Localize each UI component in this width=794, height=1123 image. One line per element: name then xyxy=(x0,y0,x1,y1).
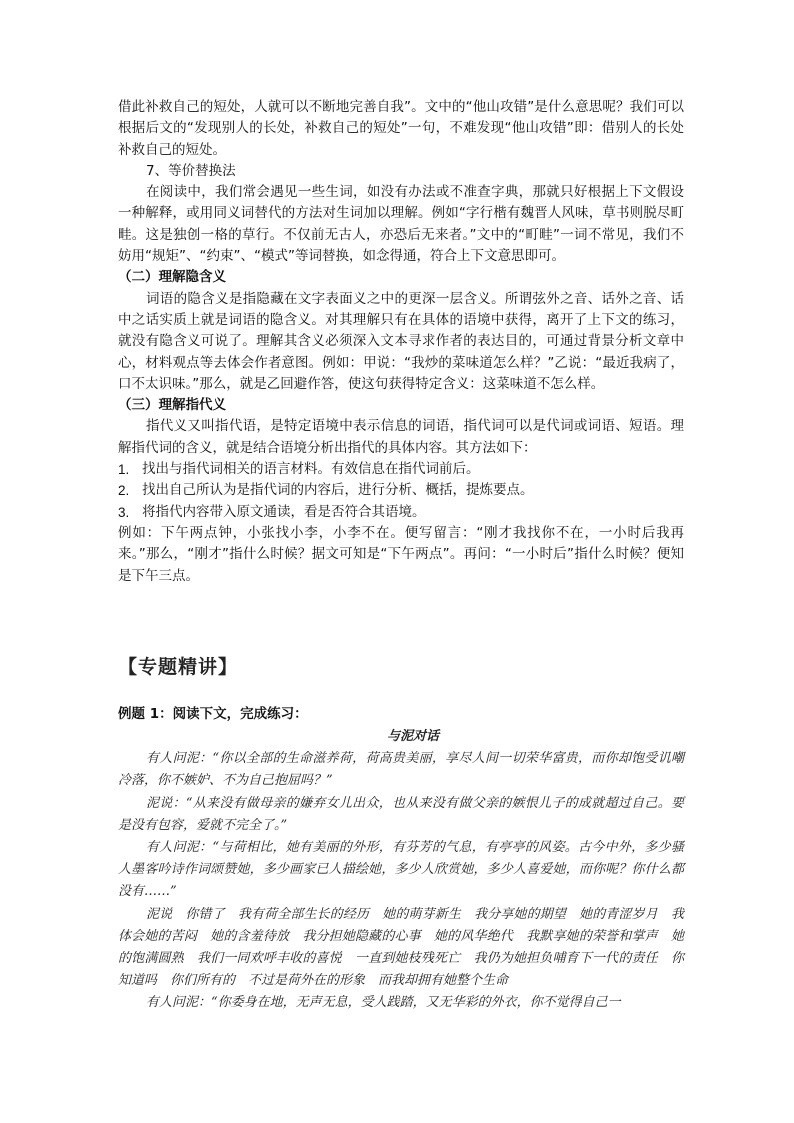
implied-meaning-paragraph: 词语的隐含义是指隐藏在文字表面义之中的更深一层含义。所谓弦外之音、话外之音、话中之话实质上就是词语的隐含义。对其理解只有在具体的语境中获得，离开了上下文的练习，就没有隐含义可说了。理解其含义必须深入文本寻求作者的表达目的，可通过背景分析文章中心，材料观点等去体会作者意图。例如：甲说：“我炒的菜味道怎么样？”乙说：“最近我病了，口不太识味。”那么，就是乙回避作答，使这句获得特定含义：这菜味道不怎么样。 xyxy=(118,290,684,392)
subheading-referential-meaning: （三）理解指代义 xyxy=(118,397,226,414)
list-text: 找出与指代词相关的语言材料。有效信息在指代词前后。 xyxy=(142,461,480,478)
example-title: 例题 1：阅读下文，完成练习： xyxy=(118,706,308,722)
passage-title: 与泥对话 xyxy=(386,729,439,744)
reading-passage xyxy=(118,726,684,1015)
passage-paragraph: 有人问泥：“与荷相比，她有美丽的外形，有芬芳的气息，有亭亭的风姿。古今中外，多少骚人墨客吟诗作词颂赞她，多少画家已人描绘她，多少人欣赏她，多少人喜爱她，而你呢？你什么都没有……” xyxy=(118,840,684,900)
section-title: 【专题精讲】 xyxy=(118,656,239,678)
passage-paragraph: 有人问泥：“你以全部的生命滋养荷，荷高贵美丽，享尽人间一切荣华富贵，而你却饱受讥嘲冷落，你不嫉妒、不为自己抱屈吗？” xyxy=(118,751,684,789)
list-number: 2. xyxy=(118,483,130,499)
passage-paragraph: 泥说 你错了 我有荷全部生长的经历 她的萌芽新生 我分享她的期望 她的青涩岁月 我体会她的苦闷 她的含羞待放 我分担她隐藏的心事 她的风华绝代 我默享她的荣誉和掌声 她的饱满圆熟 我们一同欢呼丰收的喜悦 一直到她枝残死亡 我仍为她担负哺育下一代的责任 你知道吗 你们所有的 不过是荷外在的形象 而我却拥有她整个生命 xyxy=(118,906,684,989)
passage-paragraph: 泥说：“从来没有做母亲的嫌弃女儿出众，也从来没有做父亲的嫉恨儿子的成就超过自己。要是没有包容，爱就不完全了。” xyxy=(118,795,684,833)
subheading-implied-meaning: （二）理解隐含义 xyxy=(118,269,226,286)
list-text: 将指代内容带入原文通读，看是否符合其语境。 xyxy=(142,503,426,520)
method-7-heading: 7、等价替换法 xyxy=(146,162,236,179)
steps-list xyxy=(118,459,684,523)
method-7-paragraph: 在阅读中，我们常会遇见一些生词，如没有办法或不准查字典，那就只好根据上下文假设一种解释，或用同义词替代的方法对生词加以理解。例如“字行楷有魏晋人风味，草书则脱尽町畦。这是独创一格的草行。不仅前无古人，亦恐后无来者。”文中的“町畦”一词不常见，我们不妨用“规矩”、“约束”、“模式”等词替换，如念得通，符合上下文意思即可。 xyxy=(118,184,684,265)
list-number: 3. xyxy=(118,504,130,520)
list-item xyxy=(118,502,684,523)
example-paragraph: 例如：下午两点钟，小张找小李，小李不在。便写留言：“刚才我找你不在，一小时后我再来。”那么，“刚才”指什么时候？据文可知是“下午两点”。再问：“一小时后”指什么时候？便知是下午三点。 xyxy=(118,524,684,584)
paragraph-continuation: 借此补救自己的短处，人就可以不断地完善自我”。文中的“他山攻错”是什么意思呢？我们可以根据后文的“发现别人的长处，补救自己的短处”一句，不难发现“他山攻错”即：借别人的长处补救自己的短处。 xyxy=(118,99,684,158)
referential-meaning-paragraph: 指代义又叫指代语，是特定语境中表示信息的词语，指代词可以是代词或词语、短语。理解指代词的含义，就是结合语境分析出指代的具体内容。其方法如下： xyxy=(118,418,684,456)
list-item xyxy=(118,480,684,501)
passage-paragraph: 有人问泥：“你委身在地，无声无息，受人践踏，又无华彩的外衣，你不觉得自己一 xyxy=(146,995,621,1011)
list-text: 找出自己所认为是指代词的内容后，进行分析、概括，提炼要点。 xyxy=(142,482,534,499)
list-item xyxy=(118,459,684,480)
list-number: 1. xyxy=(118,462,130,478)
section-continuation xyxy=(118,97,684,587)
